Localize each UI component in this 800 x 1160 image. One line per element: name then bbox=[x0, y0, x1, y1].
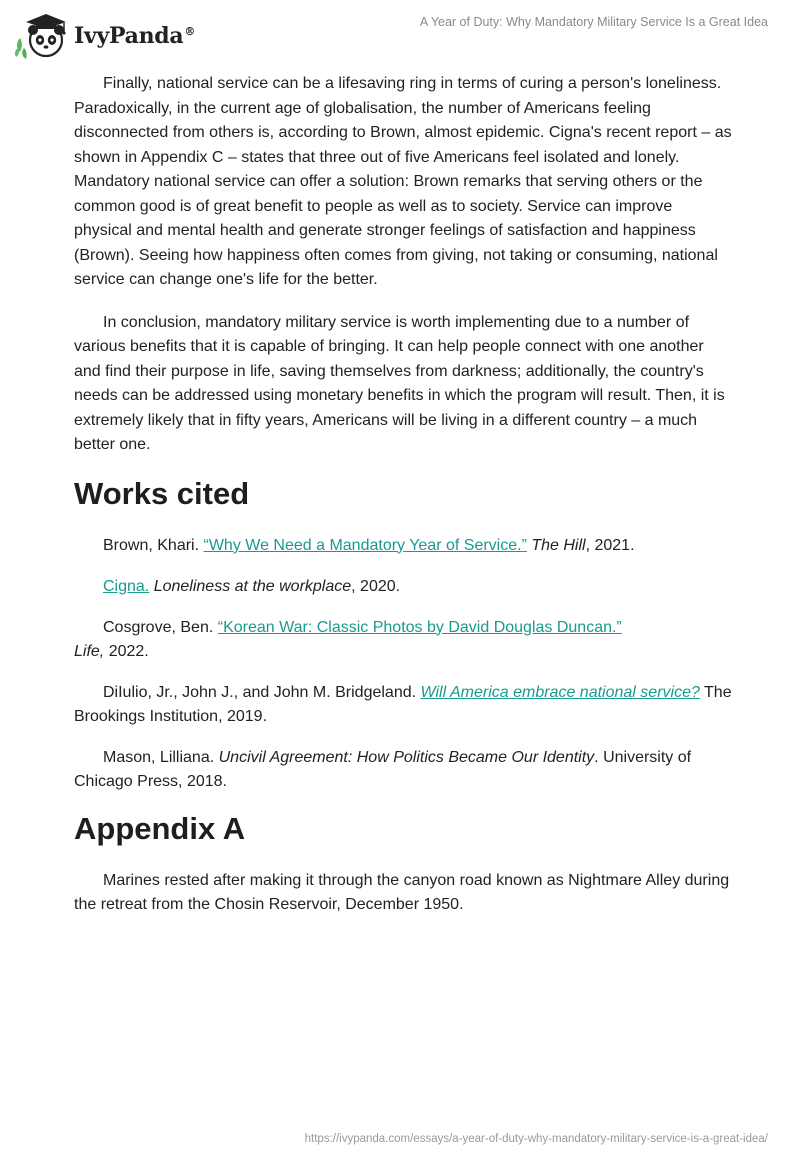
citation-mason: Mason, Lilliana. Uncivil Agreement: How Politics Became Our Identity. University of Chicago Press, 2018. bbox=[74, 748, 692, 790]
citation-cigna-link[interactable]: Cigna. bbox=[103, 577, 150, 595]
citation-cosgrove: Cosgrove, Ben. “Korean War: Classic Photos by David Douglas Duncan.” Life, 2022. bbox=[74, 618, 622, 660]
citation-diiulio: DiIulio, Jr., John J., and John M. Bridgeland. Will America embrace national service? The Brookings Institution, 2019. bbox=[74, 683, 732, 725]
paragraph-conclusion: In conclusion, mandatory military service is worth implementing due to a number of various benefits that it is capable of bringing. It can help people connect with one another and find their purpose in life, saving themselves from darkness; additionally, the country's needs can be addressed using monetary benefits in which the program will result. Then, it is extremely likely that in fifty years, Americans will be living in a different country – a much better one. bbox=[74, 313, 725, 453]
essay-content bbox=[74, 72, 734, 936]
citation-cigna: Cigna. Loneliness at the workplace, 2020. bbox=[103, 577, 401, 595]
ivypanda-logo[interactable] bbox=[14, 8, 195, 60]
citation-brown-link[interactable]: “Why We Need a Mandatory Year of Service.” bbox=[203, 536, 527, 554]
brand-name: IvyPanda® bbox=[74, 23, 196, 49]
citation-brown: Brown, Khari. “Why We Need a Mandatory Year of Service.” The Hill, 2021. bbox=[103, 536, 635, 554]
paragraph-loneliness: Finally, national service can be a lifesaving ring in terms of curing a person's loneliness. Paradoxically, in the current age of globalisation, the number of Americans feeling disconnected from others is, according to Brown, almost epidemic. Cigna's recent report – as shown in Appendix C – states that three out of five Americans feel isolated and lonely. Mandatory national service can offer a solution: Brown remarks that serving others or the common good is of great benefit to people as well as to society. Service can improve physical and mental health and generate stronger feelings of satisfaction and happiness (Brown). Seeing how happiness often comes from giving, not taking or consuming, national service can change one's life for the better. bbox=[74, 75, 732, 288]
citation-cosgrove-link[interactable]: “Korean War: Classic Photos by David Douglas Duncan.” bbox=[217, 618, 622, 636]
citation-diiulio-link[interactable]: Will America embrace national service? bbox=[420, 683, 700, 701]
appendix-a-caption: Marines rested after making it through the canyon road known as Nightmare Alley during the retreat from the Chosin Reservoir, December 1950. bbox=[74, 871, 730, 913]
document-title: A Year of Duty: Why Mandatory Military Service Is a Great Idea bbox=[419, 15, 768, 29]
appendix-a-heading: Appendix A bbox=[74, 810, 246, 846]
footer-url[interactable]: https://ivypanda.com/essays/a-year-of-duty-why-mandatory-military-service-is-a-great-idea/ bbox=[304, 1133, 768, 1145]
panda-graduate-icon bbox=[14, 8, 70, 60]
page-header bbox=[0, 0, 800, 70]
works-cited-heading: Works cited bbox=[74, 475, 250, 511]
